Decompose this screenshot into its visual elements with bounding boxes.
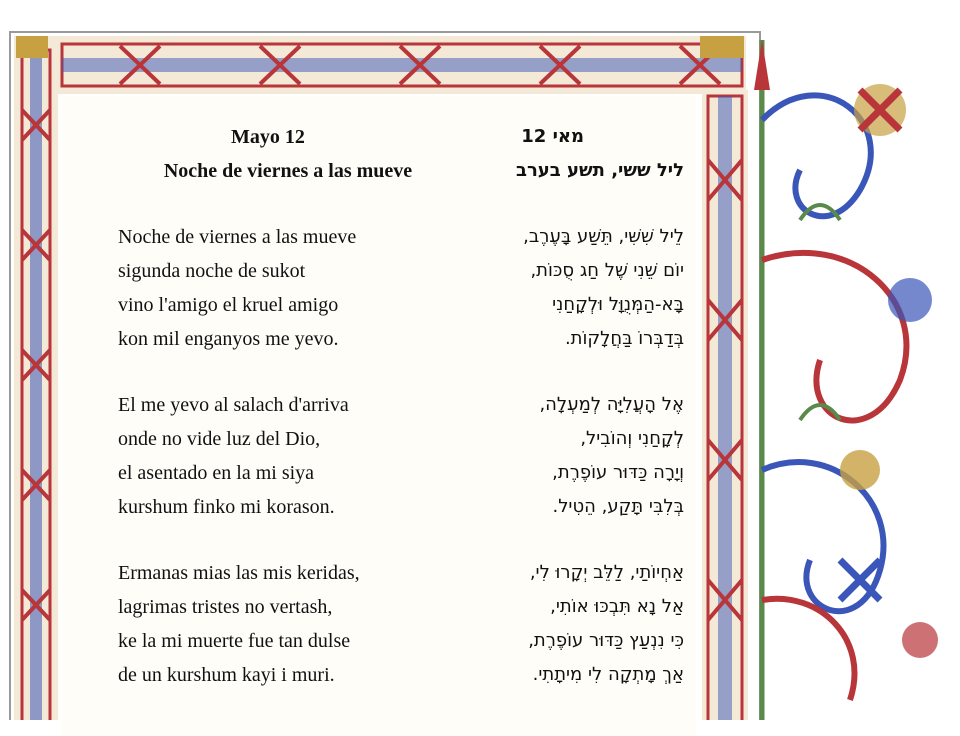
ladino-line: ke la mi muerte fue tan dulse xyxy=(118,630,351,652)
ladino-line: kurshum finko mi korason. xyxy=(118,496,335,518)
hebrew-date: מאי 12 xyxy=(521,126,584,147)
hebrew-line: יוֹם שֵׁנִי שֶׁל חַג סֻכּוֹת, xyxy=(530,260,684,281)
hebrew-line: בְּדַבְּרוֹ בַּחֲלָקוֹת. xyxy=(564,328,684,349)
ladino-line: onde no vide luz del Dio, xyxy=(118,428,321,450)
hebrew-line: אֶל הָעֲלִיָּה לְמַעְלָה, xyxy=(539,394,684,415)
hebrew-line: אַחְיוֹתַי, לַלֵּב יְקָרוּ לִי, xyxy=(529,562,684,583)
ladino-line: el asentado en la mi siya xyxy=(118,462,315,484)
ladino-line: sigunda noche de sukot xyxy=(118,260,306,282)
hebrew-subtitle: ליל ששי, תשע בערב xyxy=(515,160,684,181)
ladino-line: El me yevo al salach d'arriva xyxy=(118,394,349,416)
hebrew-line: אַךְ מָתְקָה לִי מִיתָתִי. xyxy=(532,664,684,685)
right-border-band xyxy=(702,90,748,720)
ladino-subtitle: Noche de viernes a las mueve xyxy=(163,160,413,182)
ladino-column xyxy=(118,120,438,692)
ladino-line: de un kurshum kayi i muri. xyxy=(118,664,335,686)
top-border-band xyxy=(56,36,746,94)
hebrew-line: לֵיל שִׁשִּׁי, תֵּשַׁע בָּעֶרֶב, xyxy=(523,226,684,247)
hebrew-line: לְקָחַנִי וְהוֹבִיל, xyxy=(580,428,684,449)
ladino-line: kon mil enganyos me yevo. xyxy=(118,328,339,350)
ladino-line: Ermanas mias las mis keridas, xyxy=(118,562,360,584)
floral-vine-ornament xyxy=(754,40,938,720)
hebrew-line: בְּלִבִּי תָּקַע, הֵטִיל. xyxy=(552,496,684,517)
ladino-date: Mayo 12 xyxy=(231,126,305,148)
hebrew-line: וְיָרָה כַּדּוּר עוֹפֶרֶת, xyxy=(552,462,684,483)
ladino-line: lagrimas tristes no vertash, xyxy=(118,596,333,618)
hebrew-line: אַל נָא תִּבְכּוּ אוֹתִי, xyxy=(550,596,684,617)
hebrew-column xyxy=(438,120,684,692)
ladino-line: Noche de viernes a las mueve xyxy=(118,226,357,248)
hebrew-line: כִּי נִנְעַץ כַּדּוּר עוֹפֶרֶת, xyxy=(528,630,684,651)
left-border-band xyxy=(14,36,58,720)
ladino-line: vino l'amigo el kruel amigo xyxy=(118,294,339,316)
hebrew-line: בָּא-הַמְּנֻוָּל וּלְקָחַנִי xyxy=(552,294,684,315)
